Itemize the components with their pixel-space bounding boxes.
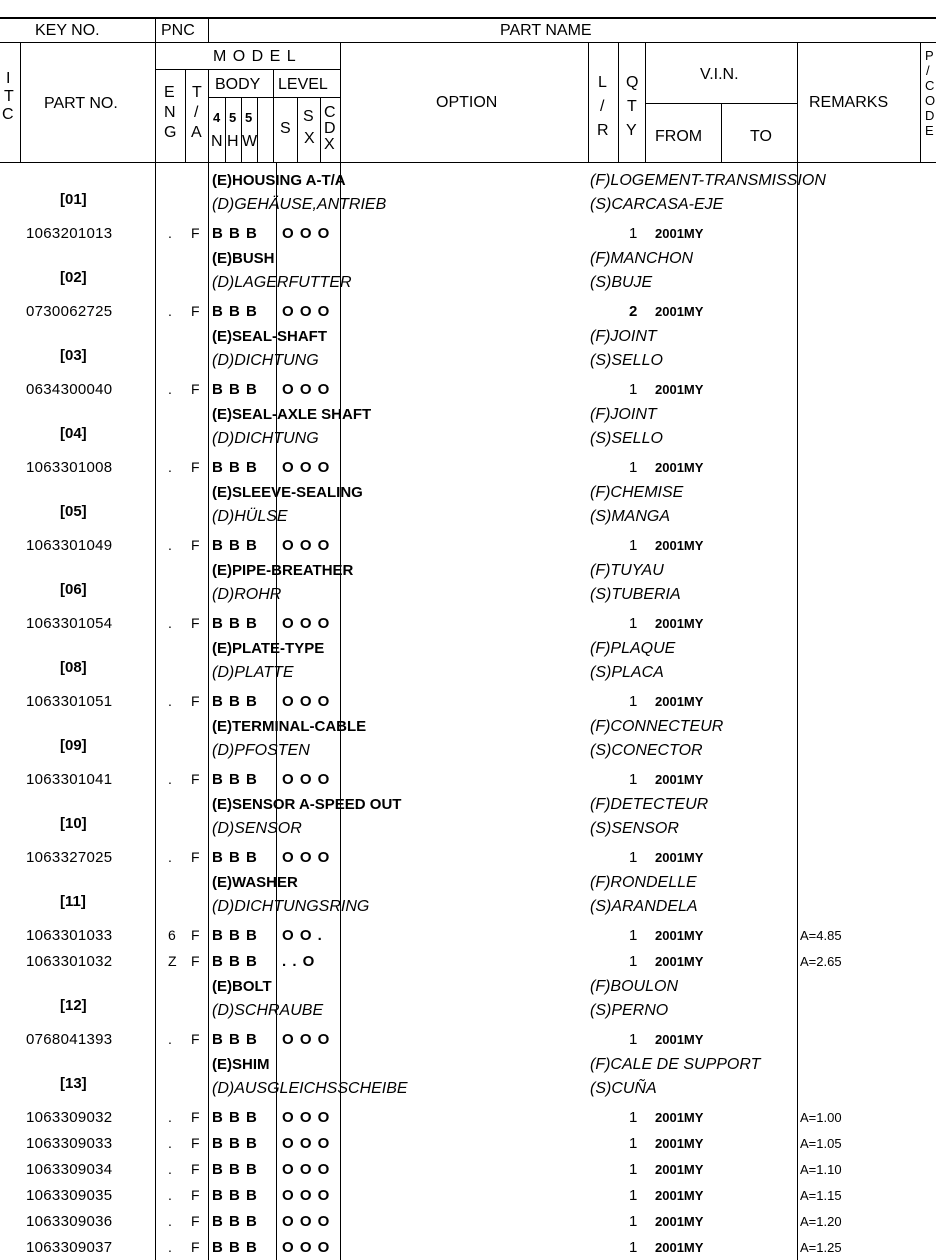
col-line-body [273,69,274,162]
part-name-french: (F)LOGEMENT-TRANSMISSION [590,172,826,189]
remarks-value: A=4.85 [800,928,842,943]
body-sub-h: H [227,133,239,150]
ta-code: F [191,459,200,475]
body-codes: B B B [212,693,258,710]
quantity: 1 [629,1213,638,1230]
part-name-french: (F)CHEMISE [590,484,684,501]
body-sub-n: N [211,133,223,150]
ta-code: F [191,1031,200,1047]
itc-i: I [6,70,11,87]
part-name-french: (F)JOINT [590,406,657,423]
body-codes: B B B [212,225,258,242]
eng-code: . [168,537,172,553]
vin-from: 2001MY [655,928,704,943]
part-number: 1063301033 [26,927,113,944]
part-name-french: (F)DETECTEUR [590,796,709,813]
pcode-o: O [925,93,936,108]
pcode-c: C [925,78,935,93]
option-header: OPTION [436,94,498,111]
header-bottom-rule [0,162,936,163]
part-name-french: (F)CALE DE SUPPORT [590,1056,761,1073]
level-codes: O O O [282,849,331,866]
part-name-spanish: (S)MANGA [590,508,670,525]
lr-r: R [597,122,609,139]
part-name-german: (D)HÜLSE [212,508,288,525]
part-number: 1063301054 [26,615,113,632]
part-number: 1063327025 [26,849,113,866]
eng-code: . [168,693,172,709]
level-codes: . . O [282,953,316,970]
eng-code: . [168,1161,172,1177]
part-name-english: (E)SEAL-AXLE SHAFT [212,406,372,423]
quantity: 1 [629,459,638,476]
quantity: 1 [629,1109,638,1126]
lr-l: L [598,74,607,91]
vin-from: 2001MY [655,772,704,787]
part-name-spanish: (S)SENSOR [590,820,679,837]
part-number: 1063309034 [26,1161,113,1178]
quantity: 1 [629,381,638,398]
key-number: [05] [60,503,87,520]
level-codes: O O O [282,1109,331,1126]
qty-y: Y [626,122,637,139]
pcode-e: E [925,123,934,138]
part-name-german: (D)AUSGLEICHSSCHEIBE [212,1080,408,1097]
body-codes: B B B [212,927,258,944]
part-name-german: (D)SENSOR [212,820,302,837]
col-line-level [340,42,341,1260]
part-name-spanish: (S)PERNO [590,1002,669,1019]
quantity: 1 [629,927,638,944]
header-top-rule [0,17,936,19]
body-codes: B B B [212,459,258,476]
part-no-header: PART NO. [44,95,118,112]
level-codes: O O O [282,303,331,320]
key-number: [06] [60,581,87,598]
eng-code: . [168,303,172,319]
level-col-cdx-c: C [324,104,336,121]
body-col-5w: 5 [245,110,253,125]
col-line-option [588,42,589,162]
level-col-cdx-x: X [324,136,335,153]
remarks-value: A=1.15 [800,1188,842,1203]
part-name-english: (E)SHIM [212,1056,270,1073]
col-line-pcode [920,42,921,162]
eng-code: . [168,459,172,475]
key-number: [12] [60,997,87,1014]
part-name-english: (E)PLATE-TYPE [212,640,325,657]
col-line-remarks [797,42,798,1260]
key-number: [10] [60,815,87,832]
col-line-level-sx [320,97,321,162]
level-codes: O O O [282,771,331,788]
vin-to-header: TO [750,128,772,145]
eng-code: . [168,381,172,397]
key-number: [11] [60,893,86,910]
model-rule [155,69,340,70]
col-line-itc [20,42,21,162]
body-codes: B B B [212,771,258,788]
part-name-spanish: (S)CONECTOR [590,742,703,759]
remarks-value: A=1.25 [800,1240,842,1255]
level-codes: O O O [282,1187,331,1204]
ta-code: F [191,1239,200,1255]
part-name-english: (E)TERMINAL-CABLE [212,718,367,735]
key-number: [01] [60,191,87,208]
remarks-value: A=1.10 [800,1162,842,1177]
part-name-spanish: (S)CUÑA [590,1080,657,1097]
part-name-spanish: (S)SELLO [590,352,663,369]
key-number: [03] [60,347,87,364]
part-name-english: (E)WASHER [212,874,298,891]
ta-slash: / [194,104,199,121]
vin-from-header: FROM [655,128,703,145]
part-name-german: (D)DICHTUNG [212,430,319,447]
key-number: [13] [60,1075,87,1092]
part-name-english: (E)PIPE-BREATHER [212,562,354,579]
body-codes: B B B [212,537,258,554]
ta-code: F [191,225,200,241]
body-header: BODY [215,76,261,93]
vin-from: 2001MY [655,1110,704,1125]
pnc-header: PNC [161,22,195,39]
eng-code: . [168,771,172,787]
col-line-lr [618,42,619,162]
pcode-slash: / [926,63,930,78]
part-name-french: (F)CONNECTEUR [590,718,724,735]
part-name-french: (F)RONDELLE [590,874,697,891]
body-codes: B B B [212,303,258,320]
eng-code: . [168,225,172,241]
eng-code: Z [168,953,177,969]
body-codes: B B B [212,849,258,866]
level-codes: O O O [282,1031,331,1048]
key-number: [02] [60,269,87,286]
quantity: 1 [629,771,638,788]
ta-code: F [191,1109,200,1125]
part-number: 1063201013 [26,225,113,242]
vin-from: 2001MY [655,1162,704,1177]
ta-code: F [191,849,200,865]
vin-from: 2001MY [655,616,704,631]
vin-from: 2001MY [655,1136,704,1151]
key-number: [08] [60,659,87,676]
part-name-german: (D)PFOSTEN [212,742,310,759]
ta-code: F [191,693,200,709]
body-codes: B B B [212,1213,258,1230]
part-name-spanish: (S)CARCASA-EJE [590,196,724,213]
ta-code: F [191,953,200,969]
quantity: 1 [629,225,638,242]
eng-code: . [168,1213,172,1229]
part-number: 1063309037 [26,1239,113,1256]
ta-code: F [191,927,200,943]
vin-from: 2001MY [655,538,704,553]
part-name-english: (E)BUSH [212,250,275,267]
col-line-pnc [155,17,156,1260]
quantity: 1 [629,537,638,554]
part-number: 1063309032 [26,1109,113,1126]
part-name-german: (D)LAGERFUTTER [212,274,352,291]
ta-code: F [191,1161,200,1177]
vin-from: 2001MY [655,1188,704,1203]
qty-q: Q [626,74,639,91]
vin-from: 2001MY [655,850,704,865]
body-codes: B B B [212,1187,258,1204]
part-number: 0768041393 [26,1031,113,1048]
ta-code: F [191,1213,200,1229]
itc-t: T [4,88,14,105]
body-codes: B B B [212,1135,258,1152]
col-line-eng [185,69,186,162]
part-number: 1063309033 [26,1135,113,1152]
remarks-header: REMARKS [809,94,889,111]
vin-from: 2001MY [655,226,704,241]
itc-c: C [2,106,14,123]
ta-code: F [191,381,200,397]
part-name-german: (D)GEHÄUSE,ANTRIEB [212,196,387,213]
col-line-body-5w [257,97,258,162]
level-codes: O O O [282,1239,331,1256]
body-codes: B B B [212,615,258,632]
ta-t: T [192,84,202,101]
quantity: 1 [629,615,638,632]
body-codes: B B B [212,1239,258,1256]
vin-from: 2001MY [655,1032,704,1047]
part-number: 1063309036 [26,1213,113,1230]
vin-from: 2001MY [655,382,704,397]
level-codes: O O O [282,381,331,398]
vin-from: 2001MY [655,460,704,475]
remarks-value: A=1.00 [800,1110,842,1125]
part-name-english: (E)SEAL-SHAFT [212,328,327,345]
ta-code: F [191,1187,200,1203]
eng-code: . [168,615,172,631]
level-header: LEVEL [278,76,328,93]
quantity: 2 [629,303,638,320]
model-header: M O D E L [213,48,297,65]
quantity: 1 [629,1239,638,1256]
part-name-english: (E)HOUSING A-T/A [212,172,346,189]
key-number: [04] [60,425,87,442]
part-name-german: (D)SCHRAUBE [212,1002,324,1019]
part-name-spanish: (S)SELLO [590,430,663,447]
vin-from: 2001MY [655,304,704,319]
remarks-value: A=2.65 [800,954,842,969]
part-name-spanish: (S)PLACA [590,664,664,681]
eng-n: N [164,104,176,121]
body-codes: B B B [212,953,258,970]
part-name-french: (F)PLAQUE [590,640,676,657]
part-name-german: (D)ROHR [212,586,282,603]
level-codes: O O O [282,615,331,632]
part-number: 1063301049 [26,537,113,554]
col-line-qty [645,42,646,162]
part-name-french: (F)BOULON [590,978,678,995]
quantity: 1 [629,849,638,866]
level-col-cdx-d: D [324,120,336,137]
part-number: 1063301051 [26,693,113,710]
ta-code: F [191,771,200,787]
remarks-value: A=1.05 [800,1136,842,1151]
quantity: 1 [629,953,638,970]
body-col-4: 4 [213,110,221,125]
body-col-5h: 5 [229,110,237,125]
body-codes: B B B [212,1031,258,1048]
ta-a: A [191,124,202,141]
level-codes: O O O [282,459,331,476]
vin-header: V.I.N. [700,66,739,83]
vin-from: 2001MY [655,954,704,969]
level-codes: O O O [282,1213,331,1230]
key-no-header: KEY NO. [35,22,100,39]
quantity: 1 [629,1161,638,1178]
eng-code: . [168,849,172,865]
part-name-english: (E)BOLT [212,978,272,995]
key-number: [09] [60,737,87,754]
pcode-d: D [925,108,935,123]
body-sub-w: W [242,133,258,150]
part-name-german: (D)DICHTUNGSRING [212,898,370,915]
part-name-french: (F)TUYAU [590,562,664,579]
level-col-sx-x: X [304,130,315,147]
part-number: 1063301041 [26,771,113,788]
part-name-german: (D)DICHTUNG [212,352,319,369]
level-codes: O O O [282,1161,331,1178]
ta-code: F [191,615,200,631]
part-name-spanish: (S)BUJE [590,274,653,291]
level-col-s: S [280,120,291,137]
body-codes: B B B [212,381,258,398]
part-number: 1063301032 [26,953,113,970]
vin-from: 2001MY [655,1214,704,1229]
part-name-french: (F)JOINT [590,328,657,345]
header-rule-1 [0,42,936,43]
part-name-french: (F)MANCHON [590,250,694,267]
body-codes: B B B [212,1161,258,1178]
part-number: 0730062725 [26,303,113,320]
quantity: 1 [629,1031,638,1048]
part-name-english: (E)SLEEVE-SEALING [212,484,363,501]
level-codes: O O O [282,537,331,554]
level-codes: O O O [282,1135,331,1152]
eng-code: . [168,1031,172,1047]
eng-code: . [168,1109,172,1125]
quantity: 1 [629,693,638,710]
eng-code: . [168,1187,172,1203]
vin-from: 2001MY [655,694,704,709]
eng-code: . [168,1135,172,1151]
col-line-ta [208,69,209,1260]
level-codes: O O O [282,225,331,242]
level-col-sx-s: S [303,108,314,125]
ta-code: F [191,537,200,553]
part-name-english: (E)SENSOR A-SPEED OUT [212,796,402,813]
col-line-from [721,103,722,162]
col-line-pnc-right [208,17,209,43]
quantity: 1 [629,1135,638,1152]
quantity: 1 [629,1187,638,1204]
vin-from: 2001MY [655,1240,704,1255]
eng-g: G [164,124,177,141]
qty-t: T [627,98,637,115]
eng-e: E [164,84,175,101]
col-line-level-s [297,97,298,162]
part-name-header: PART NAME [500,22,592,39]
col-line-body-5h [241,97,242,162]
ta-code: F [191,1135,200,1151]
part-number: 0634300040 [26,381,113,398]
col-line-body-4 [225,97,226,162]
level-codes: O O . [282,927,323,944]
eng-code: . [168,1239,172,1255]
part-name-german: (D)PLATTE [212,664,294,681]
body-codes: B B B [212,1109,258,1126]
level-codes: O O O [282,693,331,710]
lr-slash: / [600,98,605,115]
part-name-spanish: (S)TUBERIA [590,586,681,603]
remarks-value: A=1.20 [800,1214,842,1229]
part-name-spanish: (S)ARANDELA [590,898,698,915]
pcode-p: P [925,48,934,63]
part-number: 1063309035 [26,1187,113,1204]
part-number: 1063301008 [26,459,113,476]
eng-code: 6 [168,927,176,943]
ta-code: F [191,303,200,319]
